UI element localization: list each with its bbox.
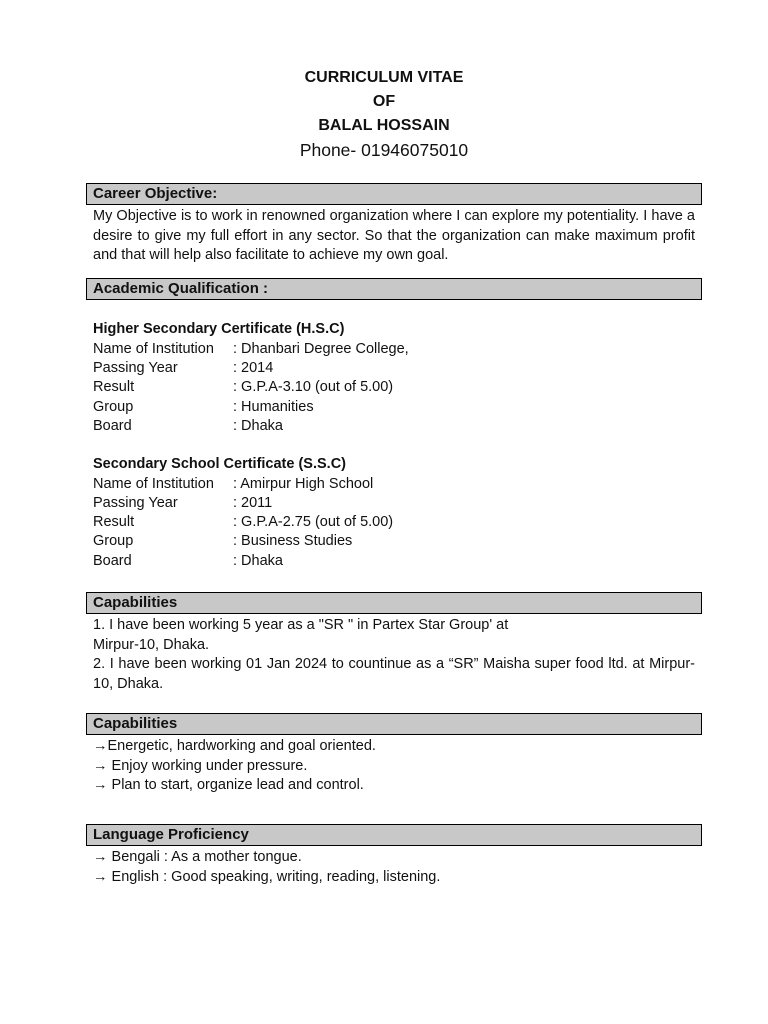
row-label: Name of Institution <box>93 476 214 492</box>
hsc-row-institution <box>93 340 409 360</box>
row-value: : G.P.A-2.75 (out of 5.00) <box>233 514 394 530</box>
row-label: Passing Year <box>93 495 178 511</box>
hsc-row-group <box>93 398 314 418</box>
ssc-row-group <box>93 532 352 552</box>
cv-header <box>0 66 768 162</box>
cv-title-of: OF <box>372 93 396 110</box>
section-heading-career-objective: Career Objective: <box>86 183 702 205</box>
ssc-row-board <box>93 552 283 572</box>
row-label: Result <box>93 379 135 395</box>
row-label: Board <box>93 418 132 434</box>
row-label: Name of Institution <box>93 341 214 357</box>
hsc-row-board <box>93 417 283 437</box>
row-value: : Amirpur High School <box>233 476 374 492</box>
row-value: : 2014 <box>233 360 274 376</box>
capability-item: → Plan to start, organize lead and control. <box>93 777 364 793</box>
row-label: Group <box>93 533 134 549</box>
row-label: Passing Year <box>93 360 178 376</box>
row-value: : 2011 <box>233 495 273 511</box>
language-item: → Bengali : As a mother tongue. <box>93 849 302 865</box>
ssc-row-result <box>93 513 393 533</box>
hsc-title: Higher Secondary Certificate (H.S.C) <box>93 321 345 337</box>
section-heading-experience: Capabilities <box>86 592 702 614</box>
row-value: : Dhaka <box>233 553 283 569</box>
hsc-row-result <box>93 378 393 398</box>
row-value: : G.P.A-3.10 (out of 5.00) <box>233 379 394 395</box>
career-objective-text: My Objective is to work in renowned organization where I can explore my potentiality. I have a desire to give my full effort in any sector. So that the organization can make maximum profit and that will help also facilitate to achieve my own goal. <box>93 208 695 263</box>
experience-item-1: 1. I have been working 5 year as a "SR " in Partex Star Group' at <box>93 617 509 633</box>
ssc-row-passing-year <box>93 494 272 514</box>
language-item: → English : Good speaking, writing, reading, listening. <box>93 869 441 885</box>
cv-name: BALAL HOSSAIN <box>318 117 450 134</box>
row-label: Result <box>93 514 135 530</box>
experience-item-2: 2. I have been working 01 Jan 2024 to countinue as a “SR” Maisha super food ltd. at Mirpur-10, Dhaka. <box>93 656 695 692</box>
row-value: : Dhaka <box>233 418 283 434</box>
section-heading-academic: Academic Qualification : <box>86 278 702 300</box>
ssc-title: Secondary School Certificate (S.S.C) <box>93 456 347 472</box>
capability-item: →Energetic, hardworking and goal oriented. <box>93 738 376 754</box>
row-label: Group <box>93 399 134 415</box>
cv-title: CURRICULUM VITAE <box>304 69 464 86</box>
section-heading-capabilities: Capabilities <box>86 713 702 735</box>
experience-item-1-location: Mirpur-10, Dhaka. <box>93 637 210 653</box>
ssc-row-institution <box>93 475 373 495</box>
capability-item: → Enjoy working under pressure. <box>93 758 308 774</box>
row-value: : Dhanbari Degree College, <box>233 341 409 357</box>
row-label: Board <box>93 553 132 569</box>
cv-phone: Phone- 01946075010 <box>299 140 469 160</box>
row-value: : Business Studies <box>233 533 353 549</box>
hsc-row-passing-year <box>93 359 273 379</box>
row-value: : Humanities <box>233 399 314 415</box>
section-heading-language: Language Proficiency <box>86 824 702 846</box>
